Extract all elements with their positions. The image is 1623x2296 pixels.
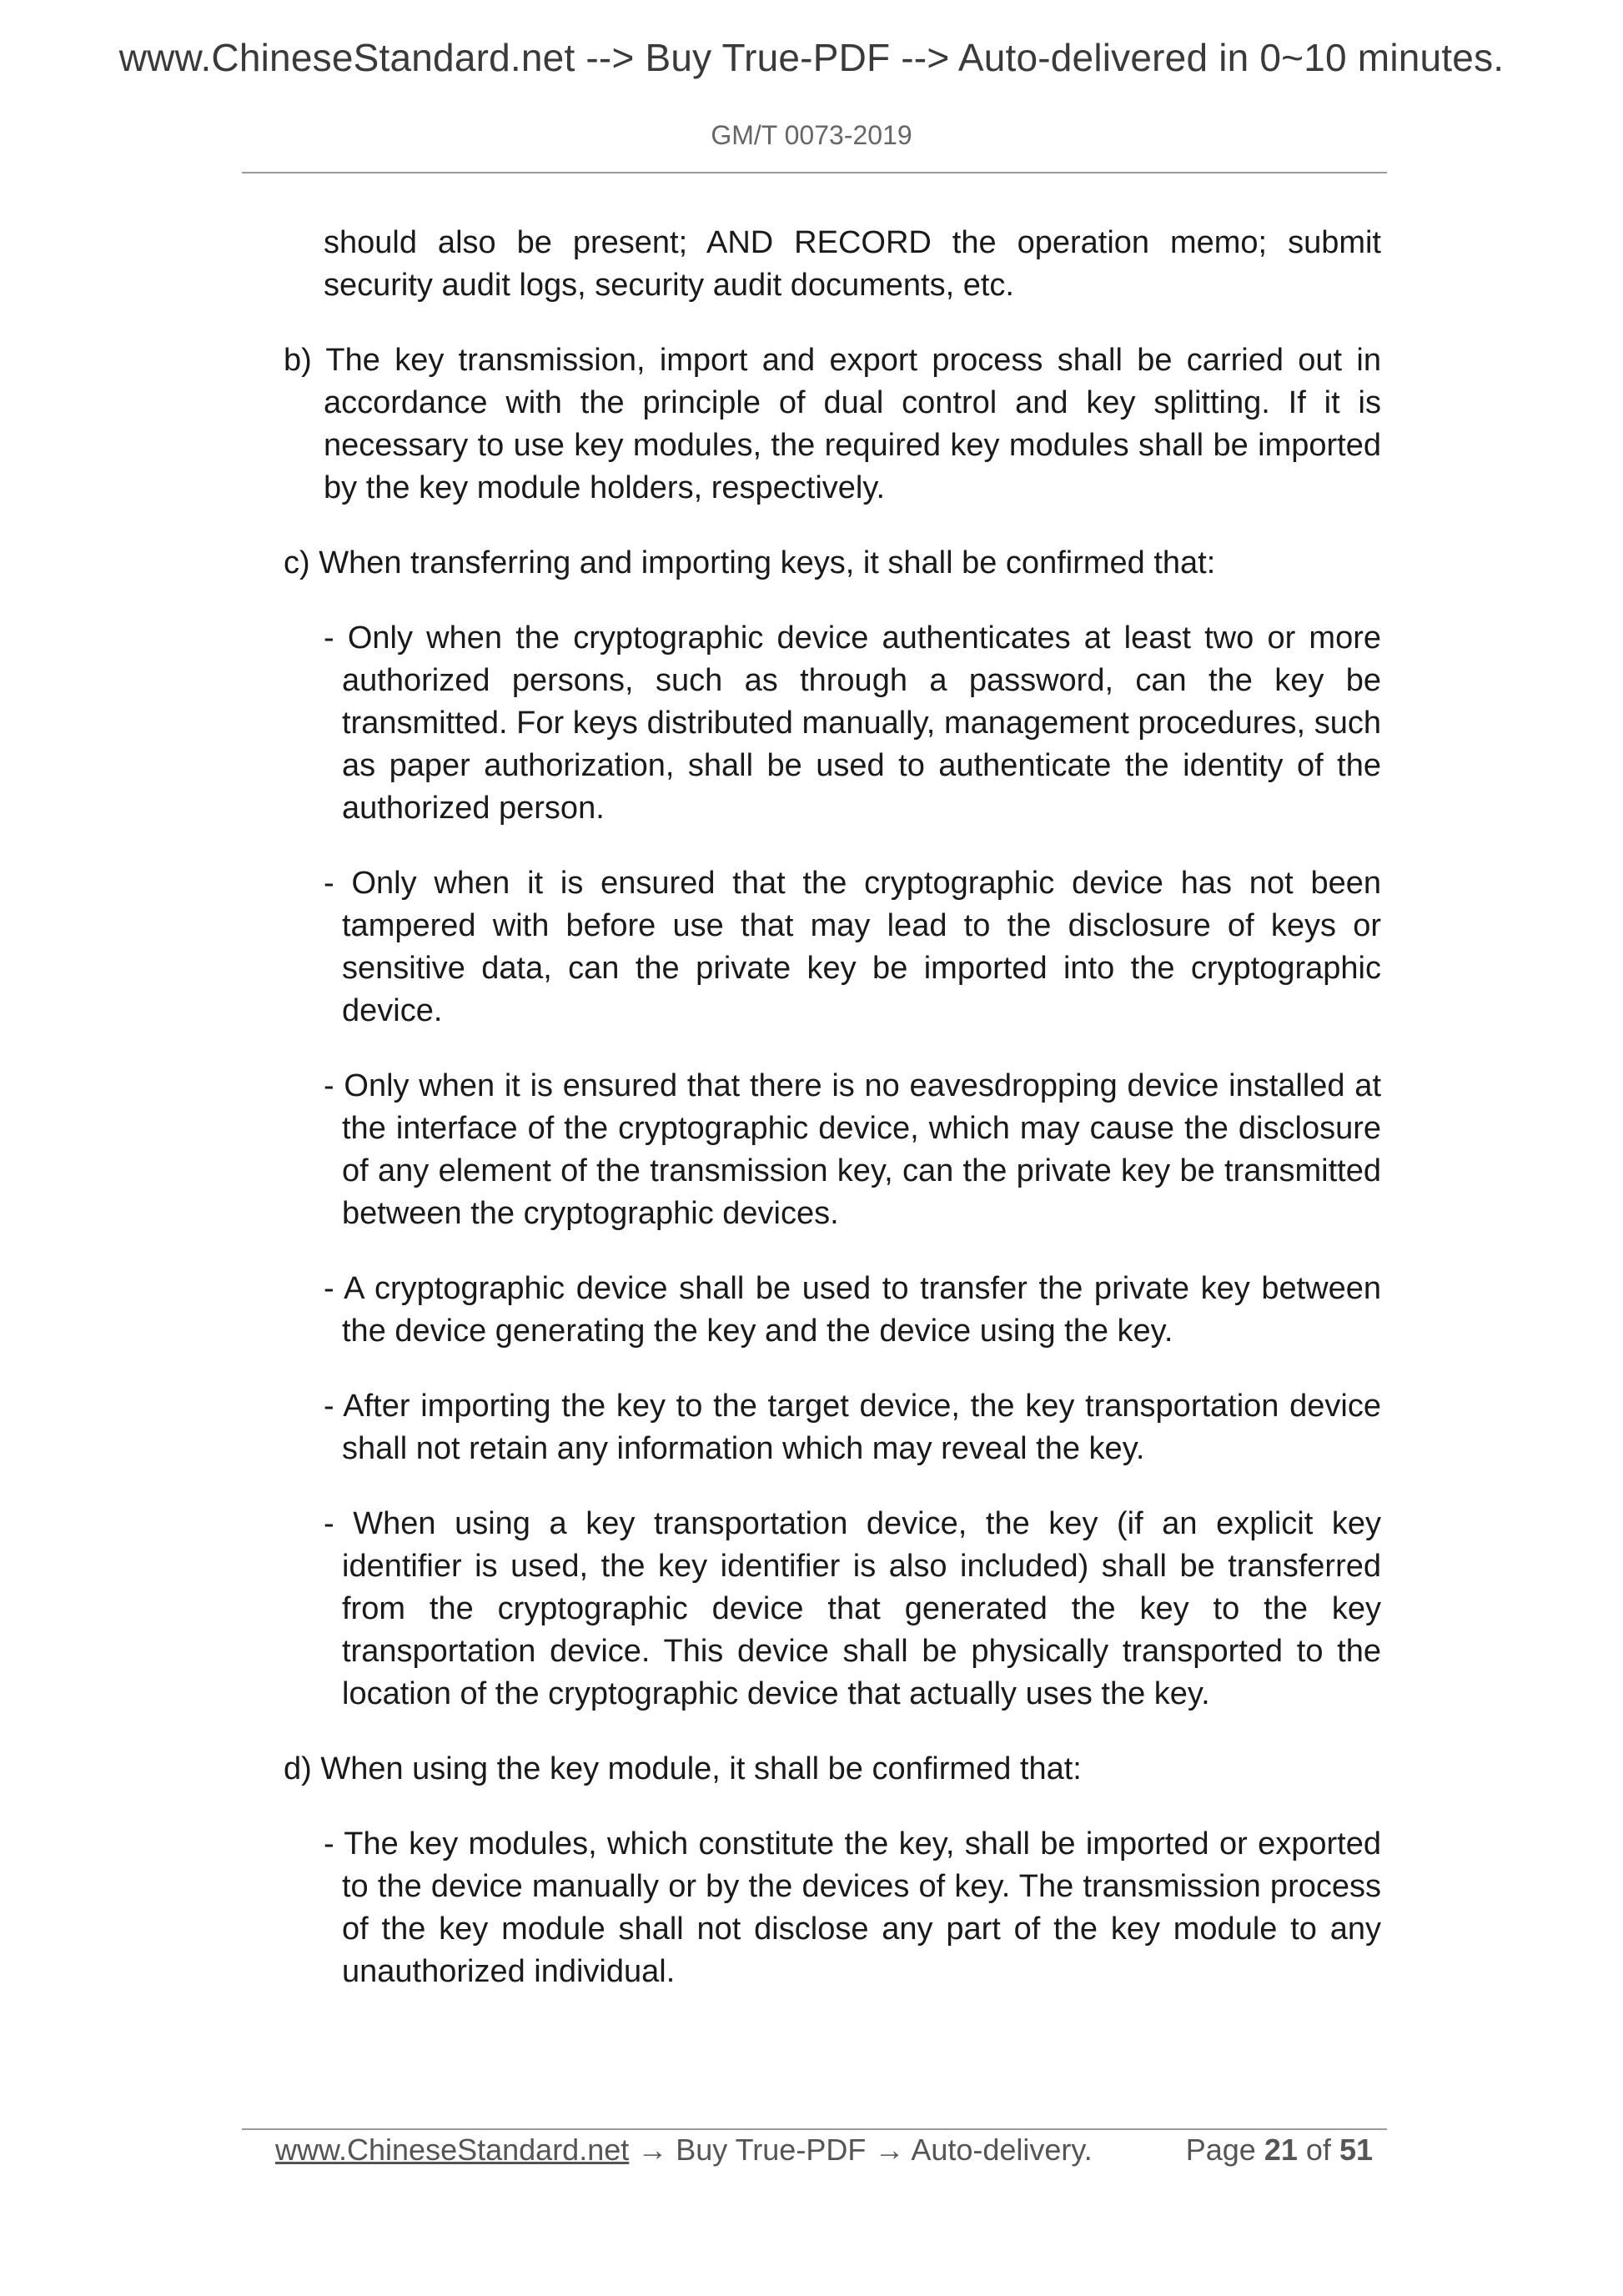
header-divider [242,172,1387,173]
item-c-sub-4: - A cryptographic device shall be used to transfer the private key between the device generating the key and the device using the key. [324,1271,1381,1349]
item-c-sub-6: - When using a key transportation device, the key (if an explicit key identifier is used, the key identifier is also included) shall be transferred from the cryptographic device that generated the key to the key transportation device. This device shall be physically transported to the location of the cryptographic device that actually uses the key. [324,1506,1381,1711]
item-d-sub-1: - The key modules, which constitute the key, shall be imported or exported to the device manually or by the devices of key. The transmission process of the key module shall not disclose any part of the key module to any unauthorized individual. [324,1826,1381,1989]
item-c-sub-1: - Only when the cryptographic device authenticates at least two or more authorized persons, such as through a password, can the key be transmitted. For keys distributed manually, management procedures, such as paper authorization, shall be used to authenticate the identity of the authorized person. [324,620,1381,826]
item-c: c) When transferring and importing keys, it shall be confirmed that: [284,545,1216,580]
item-c-sub-2: - Only when it is ensured that the cryptographic device has not been tampered with before use that may lead to the disclosure of keys or sensitive data, can the private key be imported into the cryptographic device. [324,866,1381,1028]
footer-promo-text: → Buy True-PDF → Auto-delivery. [629,2133,1093,2167]
current-page: 21 [1264,2133,1298,2167]
page-label: Page [1185,2133,1256,2167]
total-pages: 51 [1339,2133,1373,2167]
footer-promo [275,2133,1093,2168]
document-body [284,222,1381,2026]
item-b: b) The key transmission, import and export process shall be carried out in accordance with the principle of dual control and key splitting. If it is necessary to use key modules, the required key modules shall be imported by the key module holders, respectively. [284,343,1381,505]
page-number [1186,2133,1373,2168]
item-a-continuation: should also be present; AND RECORD the operation memo; submit security audit logs, security audit documents, etc. [324,225,1381,303]
item-d: d) When using the key module, it shall be confirmed that: [284,1751,1082,1786]
header-banner: www.ChineseStandard.net --> Buy True-PDF --> Auto-delivered in 0~10 minutes. [118,36,1505,79]
of-label: of [1305,2133,1331,2167]
footer-site-link[interactable]: www.ChineseStandard.net [275,2133,630,2167]
page-footer [275,2133,1381,2174]
item-c-sub-5: - After importing the key to the target device, the key transportation device shall not retain any information which may reveal the key. [324,1389,1381,1466]
footer-divider [242,2128,1387,2130]
document-id: GM/T 0073-2019 [711,120,912,150]
item-c-sub-3: - Only when it is ensured that there is no eavesdropping device installed at the interface of the cryptographic device, which may cause the disclosure of any element of the transmission key, can the private key be transmitted between the cryptographic devices. [324,1068,1381,1231]
